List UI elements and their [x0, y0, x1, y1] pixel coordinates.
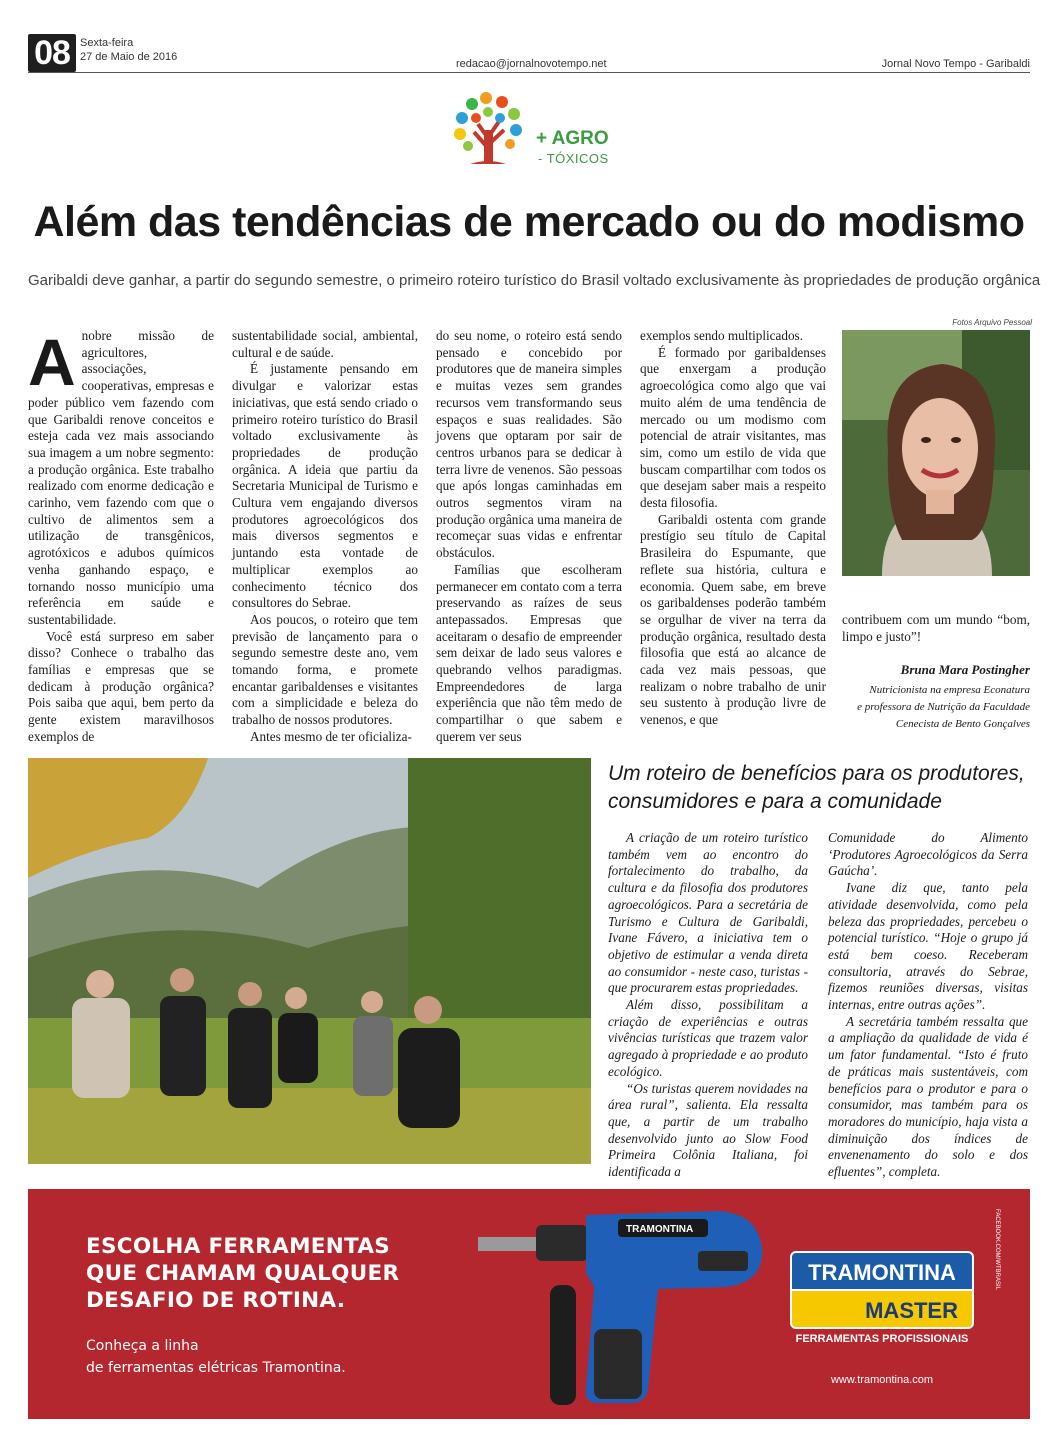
- weekday: Sexta-feira: [80, 37, 134, 49]
- paragraph: Garibaldi ostenta com grande prestígio seu título de Capital Brasileira do Espumante, que reflete sua história, cultura e economia. Quem sabe, em breve os garibaldenses poderão também se orgulhar de viver na terra da produção orgânica, resultado desta filosofia que está ao alcance de cada vez mais pessoas, que realizam o nobre trabalho de unir seu sustento à produção livre de venenos, e que: [640, 511, 826, 728]
- ad-headline-line: QUE CHAMAM QUALQUER: [86, 1261, 400, 1286]
- field-visit-photo: [28, 758, 591, 1164]
- paragraph: do seu nome, o roteiro está sendo pensado e concebido por produtores que de maneira simples e muitas vezes sem grandes recursos vem transformando seus espaços e suas realidades. São jovens que optaram por sair de centros urbanos para se dedicar à terra livre de venenos. São pessoas que após longas caminhadas em outros segmentos viram na produção orgânica uma maneira de recomeçar suas vidas e enfrentar obstáculos.: [436, 328, 622, 561]
- sidebar-column-2: [828, 830, 1028, 1181]
- page-number: 08: [28, 34, 76, 72]
- article-column-5: [842, 612, 1030, 645]
- paragraph: nobre missão de agricultores, associações, cooperativas, empresas e poder público vem fazendo com que Garibaldi renove conceitos e esteja cada vez mais associando sua imagem a um nobre segmento: a produção orgânica. Este trabalho realizado com enorme dedicação e carinho, vem fazendo com que o cultivo de alimentos sem a utilização de transgênicos, agrotóxicos e adubos químicos venha ganhando espaço, e tornando nosso município uma referência em saúde e sustentabilidade.: [28, 328, 214, 627]
- paragraph: Ivane diz que, tanto pela atividade desenvolvida, como pela beleza das propriedades, percebeu o potencial turístico. “Hoje o grupo já está bem coeso. Receberam consultoria, através do Sebrae, fizemos reuniões diversas, visitas internas, entre outras ações”.: [828, 880, 1028, 1013]
- photo-credit: Fotos Arquivo Pessoal: [952, 318, 1032, 327]
- author-portrait: [842, 330, 1030, 576]
- power-drill-icon: [458, 1189, 788, 1419]
- subheadline: Garibaldi deve ganhar, a partir do segundo semestre, o primeiro roteiro turístico do Brasil voltado exclusivamente às propriedades de produção orgânica: [28, 272, 1041, 289]
- author-name: Bruna Mara Postingher: [900, 662, 1030, 677]
- tramontina-master-logo: [790, 1251, 974, 1361]
- newspaper-name: Jornal Novo Tempo - Garibaldi: [881, 58, 1030, 70]
- headline: Além das tendências de mercado ou do modismo: [33, 198, 1025, 246]
- paragraph: sustentabilidade social, ambiental, cultural e de saúde.: [232, 328, 418, 360]
- drop-cap: A: [28, 325, 76, 399]
- paragraph: Além disso, possibilitam a criação de experiências e outras vivências turísticas que trazem valor agregado à propriedade e ao produto ecológico.: [608, 997, 808, 1079]
- issue-date: [80, 36, 177, 64]
- ad-headline: [86, 1233, 446, 1314]
- date: 27 de Maio de 2016: [80, 51, 178, 63]
- article-column-2: [232, 328, 418, 746]
- ad-subtext: [86, 1335, 446, 1379]
- author-role-line: e professora de Nutrição da Faculdade: [857, 701, 1030, 713]
- article-column-4: [640, 328, 826, 729]
- author-role-line: Nutricionista na empresa Econatura: [869, 684, 1030, 696]
- ad-headline-line: DESAFIO DE ROTINA.: [86, 1288, 346, 1313]
- paragraph: exemplos sendo multiplicados.: [640, 328, 803, 343]
- paragraph: É justamente pensando em divulgar e valorizar estas iniciativas, que está sendo criado o primeiro roteiro turístico do Brasil voltado exclusivamente às propriedades de produção orgânica. A ideia que partiu da Secretaria Municipal de Turismo e Cultura vem engajando diversos produtores agroecológicos dos mais diversos segmentos e juntando esta vontade de multiplicar exemplos ao conhecimento técnico dos consultores do Sebrae.: [232, 361, 418, 611]
- paragraph: “Os turistas querem novidades na área rural”, salienta. Ela ressalta que, a partir de um trabalho desenvolvido junto ao Slow Food Primeira Colônia Italiana, foi identificada a: [608, 1080, 808, 1180]
- paragraph: contribuem com um mundo “bom, limpo e justo”!: [842, 612, 1030, 644]
- newsroom-email[interactable]: redacao@jornalnovotempo.net: [456, 58, 607, 70]
- paragraph: A secretária também ressalta que a ampliação da qualidade de vida é um fator fundamental. “Isto é fruto de práticas mais sustentáveis, com benefícios para o produtor e para o consumidor, mas também para os moradores do município, haja vista a diminuição dos índices de envenenamento do solo e dos efluentes”, completa.: [828, 1013, 1028, 1180]
- ad-social-handle: FACEBOOK.COM/WTBRASIL: [994, 1209, 1000, 1291]
- article-column-1: [28, 325, 214, 746]
- article-column-3: [436, 328, 622, 746]
- ad-headline-line: ESCOLHA FERRAMENTAS: [86, 1234, 391, 1259]
- ad-website-link[interactable]: www.tramontina.com: [830, 1374, 934, 1386]
- logo-line2: - TÓXICOS: [538, 151, 609, 166]
- brand-top: TRAMONTINA: [790, 1251, 974, 1291]
- ad-subtext-line: de ferramentas elétricas Tramontina.: [86, 1360, 346, 1376]
- paragraph: Antes mesmo de ter oficializa-: [250, 728, 412, 744]
- author-role: [832, 682, 1030, 733]
- tramontina-advertisement[interactable]: [28, 1189, 1030, 1419]
- sidebar-column-1: [608, 830, 808, 1181]
- drill-brand-label: TRAMONTINA: [626, 1224, 694, 1235]
- sidebar-title: Um roteiro de benefícios para os produtores, consumidores e para a comunidade: [608, 762, 1025, 813]
- ad-subtext-line: Conheça a linha: [86, 1338, 199, 1354]
- logo-line1: + AGRO: [536, 128, 609, 149]
- brand-bottom: MASTER: [790, 1289, 974, 1329]
- paragraph: É formado por garibaldenses que enxergam a produção agroecológica como algo que vai muito além de uma tendência de mercado ou um modismo com potencial de atrair visitantes, mas sim, como um estilo de vida que buscam compartilhar com todos os que desejam saber mais a respeito desta filosofia.: [640, 344, 826, 511]
- paragraph: Famílias que escolheram permanecer em contato com a terra preservando as raízes de seus antepassados. Empresas que aceitaram o desafio de empreender sem deixar de lado seus valores e quebrando velhos paradigmas. Empreendedores de larga experiência que não têm medo de compartilhar o que sabem e querem ver seus: [436, 561, 622, 744]
- brand-tagline: FERRAMENTAS PROFISSIONAIS: [795, 1333, 969, 1345]
- author-role-line: Cenecista de Bento Gonçalves: [895, 718, 1030, 730]
- header-rule: [28, 72, 1030, 73]
- paragraph: Aos poucos, o roteiro que tem previsão de lançamento para o segundo semestre deste ano, vem tomando forma, e promete encantar garibaldenses e visitantes com a simplicidade e beleza do trabalho de nossos produtores.: [232, 611, 418, 728]
- paragraph: Comunidade do Alimento ‘Produtores Agroecológicos da Serra Gaúcha’.: [828, 830, 1028, 879]
- paragraph: A criação de um roteiro turístico também vem ao encontro do fortalecimento do trabalho, da cultura e da filosofia dos produtores agroecológicos. Para a secretária de Turismo e Cultura de Garibaldi, Ivane Fávero, a iniciativa tem o objetivo de estimular a venda direta ao consumidor - neste caso, turistas - que procurarem estas propriedades.: [608, 830, 808, 996]
- paragraph: Você está surpreso em saber disso? Conhece o trabalho das famílias e empresas que se dedicam à produção orgânica? Pois saiba que aqui, bem perto da gente existem maravilhosos exemplos de: [28, 628, 214, 744]
